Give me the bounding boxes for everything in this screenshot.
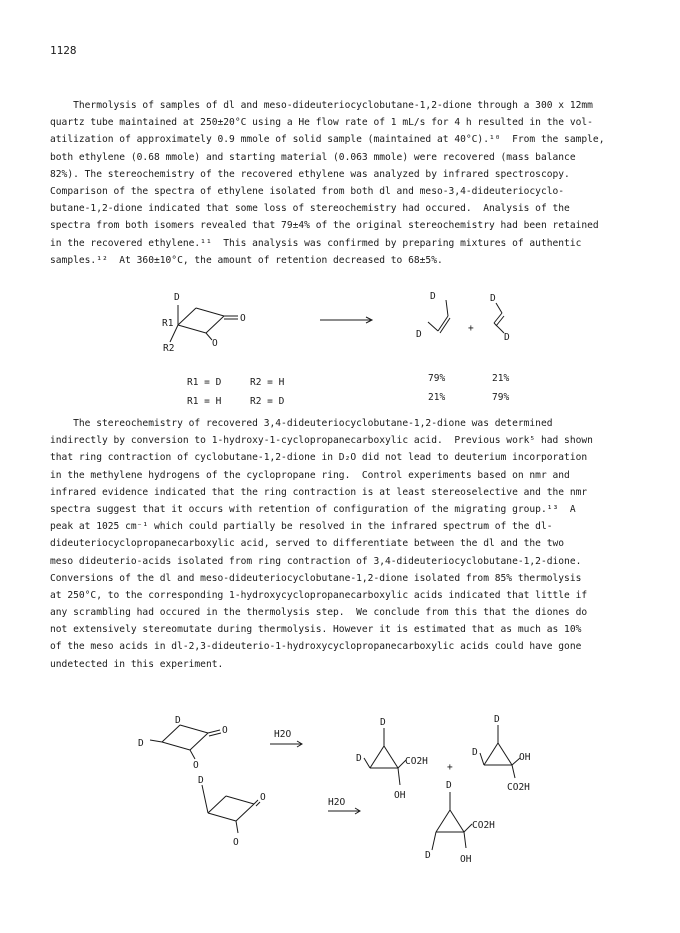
- atom-label-r1: R1: [162, 318, 174, 329]
- reaction-arrow: [320, 317, 372, 323]
- atom-label-d: D: [425, 850, 431, 861]
- reagent-water: H2O: [328, 797, 346, 808]
- text-line: meso dideuterio-acids isolated from ring contraction of 3,4-dideuteriocyclobutane-1,2-dione.: [50, 555, 582, 567]
- reagent-water: H2O: [274, 729, 292, 740]
- cyclopropane-product-1: [364, 728, 406, 785]
- atom-label-r2: R2: [163, 343, 175, 354]
- text-line: spectra from both isomers revealed that 79±4% of the original stereochemistry had been retained: [50, 220, 599, 232]
- text-line: any scrambling had occured in the thermolysis step. We conclude from this that the diones do: [50, 607, 588, 619]
- substituent-r2: R2 = H: [250, 377, 285, 388]
- atom-label-d: D: [494, 714, 500, 725]
- trans-dideuterioethylene: [428, 300, 450, 333]
- text-line: peak at 1025 cm⁻¹ which could partially be resolved in the infrared spectrum of the dl-: [50, 521, 553, 533]
- atom-label-d: D: [138, 738, 144, 749]
- reactant-cyclobutanedione: [170, 305, 238, 342]
- cyclopropane-product-2: [480, 725, 520, 778]
- scheme-thermolysis: [170, 300, 504, 342]
- reaction-arrow: [328, 808, 360, 814]
- text-line: in the recovered ethylene.¹¹ This analysis was confirmed by preparing mixtures of authentic: [50, 237, 582, 249]
- reactant-dione-1: [150, 725, 221, 759]
- text-line: The stereochemistry of recovered 3,4-dideuteriocyclobutane-1,2-dione was determined: [50, 418, 553, 429]
- text-line: of the meso acids in dl-2,3-dideuterio-1-hydroxycyclopropanecarboxylic acids could have gone: [50, 641, 582, 653]
- text-line: spectra suggest that it occurs with retention of configuration of the migrating group.¹³ A: [50, 503, 576, 515]
- atom-label-oxygen: O: [222, 725, 228, 736]
- plus-sign: +: [447, 762, 453, 773]
- text-line: Conversions of the dl and meso-dideuteriocyclobutane-1,2-dione isolated from 85% thermolysis: [50, 572, 582, 584]
- hydroxyl-label: OH: [460, 854, 472, 865]
- carboxyl-label: CO2H: [405, 756, 428, 767]
- atom-label-oxygen: O: [260, 792, 266, 803]
- atom-label-oxygen: O: [233, 837, 239, 848]
- cis-dideuterioethylene: [494, 303, 504, 333]
- carboxyl-label: CO2H: [507, 782, 530, 793]
- text-line: infrared evidence indicated that the ring contraction is at least stereoselective and the nmr: [50, 486, 588, 498]
- atom-label-d: D: [416, 329, 422, 340]
- scheme-ring-contraction: [150, 725, 520, 850]
- text-line: undetected in this experiment.: [50, 658, 224, 670]
- text-line: Thermolysis of samples of dl and meso-dideuteriocyclobutane-1,2-dione through a 300 x 12mm: [50, 100, 593, 111]
- carboxyl-label: CO2H: [472, 820, 495, 831]
- atom-label-d: D: [430, 291, 436, 302]
- paragraph-stereochemistry: [50, 415, 640, 673]
- text-line: not extensively stereomutate during thermolysis. However it is estimated that as much as 10%: [50, 624, 582, 636]
- yield-cis: 21%: [492, 373, 510, 384]
- substituent-r1: R1 = H: [187, 396, 222, 407]
- text-line: dideuteriocyclopropanecarboxylic acid, served to differentiate between the dl and the two: [50, 538, 565, 550]
- atom-label-d: D: [198, 775, 204, 786]
- plus-sign: +: [468, 323, 474, 334]
- atom-label-d: D: [472, 747, 478, 758]
- atom-label-d: D: [175, 715, 181, 726]
- text-line: in the methylene hydrogens of the cyclopropane ring. Control experiments based on nmr and: [50, 469, 570, 481]
- atom-label-d: D: [504, 332, 510, 343]
- text-line: Comparison of the spectra of ethylene isolated from both dl and meso-3,4-dideuteriocyclo-: [50, 185, 565, 197]
- hydroxyl-label: OH: [519, 752, 531, 763]
- page-number: 1128: [50, 44, 77, 57]
- text-line: samples.¹² At 360±10°C, the amount of retention decreased to 68±5%.: [50, 254, 443, 266]
- atom-label-d: D: [380, 717, 386, 728]
- text-line: quartz tube maintained at 250±20°C using a He flow rate of 1 mL/s for 4 h resulted in the vol-: [50, 117, 593, 129]
- cyclopropane-product-3: [432, 792, 472, 850]
- scheme-ring-contraction-labels: [138, 714, 531, 865]
- atom-label-d: D: [174, 292, 180, 303]
- yield-trans: 79%: [428, 373, 446, 384]
- yield-trans: 21%: [428, 392, 446, 403]
- text-line: both ethylene (0.68 mmole) and starting material (0.063 mmole) were recovered (mass balance: [50, 151, 576, 163]
- text-line: atilization of approximately 0.9 mmole of solid sample (maintained at 40°C).¹⁰ From the sample,: [50, 134, 605, 146]
- atom-label-oxygen: O: [240, 313, 246, 324]
- text-line: at 250°C, to the corresponding 1-hydroxycyclopropanecarboxylic acids indicated that little if: [50, 589, 588, 601]
- text-line: that ring contraction of cyclobutane-1,2-dione in D₂O did not lead to deuterium incorporation: [50, 452, 588, 464]
- substituent-r1: R1 = D: [187, 377, 222, 388]
- atom-label-oxygen: O: [193, 760, 199, 771]
- reactant-dione-2: [202, 785, 260, 833]
- text-line: indirectly by conversion to 1-hydroxy-1-cyclopropanecarboxylic acid. Previous work⁵ had shown: [50, 435, 593, 447]
- atom-label-d: D: [446, 780, 452, 791]
- text-line: butane-1,2-dione indicated that some loss of stereochemistry had occured. Analysis of the: [50, 203, 570, 215]
- substituent-r2: R2 = D: [250, 396, 285, 407]
- atom-label-d: D: [490, 293, 496, 304]
- scheme-thermolysis-labels: [162, 291, 510, 407]
- reaction-arrow: [270, 741, 302, 747]
- yield-cis: 79%: [492, 392, 510, 403]
- hydroxyl-label: OH: [394, 790, 406, 801]
- atom-label-d: D: [356, 753, 362, 764]
- text-line: 82%). The stereochemistry of the recovered ethylene was analyzed by infrared spectroscopy.: [50, 168, 570, 180]
- atom-label-oxygen: O: [212, 338, 218, 349]
